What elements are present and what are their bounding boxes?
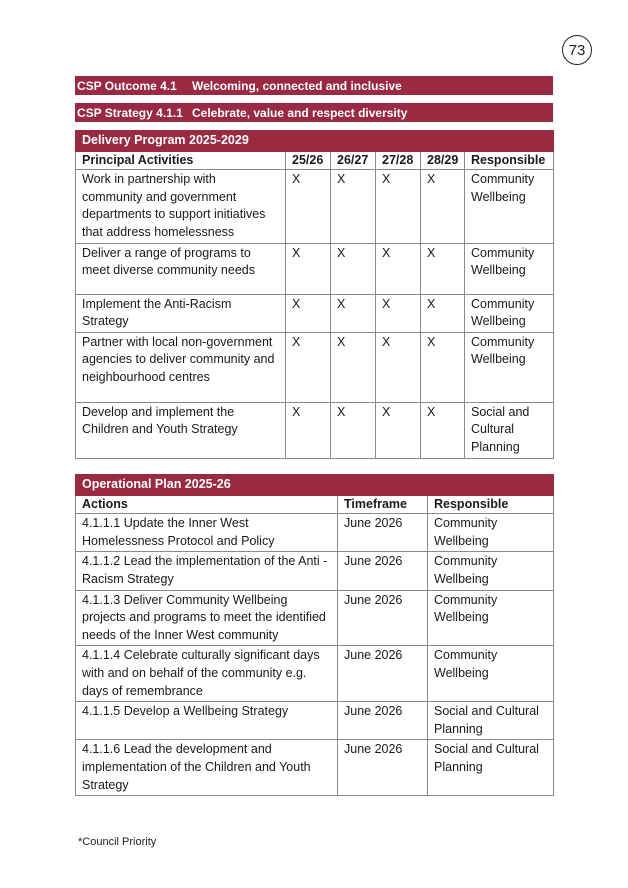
action-cell: 4.1.1.1 Update the Inner West Homelessness Protocol and Policy: [76, 514, 338, 552]
delivery-program-title: Delivery Program 2025-2029: [76, 131, 554, 152]
activity-cell: Work in partnership with community and government departments to support initiatives that address homelessness: [76, 170, 286, 243]
responsible-cell: Community Wellbeing: [428, 646, 554, 702]
operational-plan-title: Operational Plan 2025-26: [76, 475, 554, 496]
year-cell: X: [376, 402, 421, 458]
responsible-cell: Community Wellbeing: [465, 170, 554, 243]
year-cell: X: [421, 332, 465, 402]
action-cell: 4.1.1.5 Develop a Wellbeing Strategy: [76, 702, 338, 740]
column-header: Responsible: [428, 495, 554, 514]
year-cell: X: [376, 294, 421, 332]
responsible-cell: Community Wellbeing: [465, 294, 554, 332]
activity-cell: Deliver a range of programs to meet diverse community needs: [76, 243, 286, 294]
table-row: [76, 294, 554, 332]
year-cell: X: [331, 402, 376, 458]
table-row: [76, 514, 554, 552]
year-cell: X: [376, 170, 421, 243]
table-row: [76, 646, 554, 702]
activity-cell: Partner with local non-government agencies to deliver community and neighbourhood centres: [76, 332, 286, 402]
table-row: [76, 590, 554, 646]
responsible-cell: Social and Cultural Planning: [428, 702, 554, 740]
year-cell: X: [421, 170, 465, 243]
column-header: Responsible: [465, 151, 554, 170]
outcome-text: Welcoming, connected and inclusive: [192, 78, 402, 93]
responsible-cell: Community Wellbeing: [465, 243, 554, 294]
action-cell: 4.1.1.6 Lead the development and implementation of the Children and Youth Strategy: [76, 740, 338, 796]
strategy-label: CSP Strategy 4.1.1: [77, 105, 183, 120]
year-cell: X: [376, 243, 421, 294]
activity-cell: Implement the Anti-Racism Strategy: [76, 294, 286, 332]
strategy-text: Celebrate, value and respect diversity: [192, 105, 408, 120]
action-cell: 4.1.1.3 Deliver Community Wellbeing projects and programs to meet the identified needs of the Inner West community: [76, 590, 338, 646]
timeframe-cell: June 2026: [338, 740, 428, 796]
year-cell: X: [331, 243, 376, 294]
action-cell: 4.1.1.2 Lead the implementation of the Anti - Racism Strategy: [76, 552, 338, 590]
column-header: 27/28: [376, 151, 421, 170]
responsible-cell: Social and Cultural Planning: [465, 402, 554, 458]
table-row: [76, 740, 554, 796]
year-cell: X: [286, 170, 331, 243]
column-header: Timeframe: [338, 495, 428, 514]
year-cell: X: [376, 332, 421, 402]
year-cell: X: [421, 402, 465, 458]
table-row: [76, 402, 554, 458]
footnote: *Council Priority: [78, 836, 157, 848]
action-cell: 4.1.1.4 Celebrate culturally significant days with and on behalf of the community e.g. days of remembrance: [76, 646, 338, 702]
responsible-cell: Community Wellbeing: [428, 514, 554, 552]
responsible-cell: Community Wellbeing: [428, 590, 554, 646]
delivery-program-table: [75, 130, 554, 459]
year-cell: X: [286, 294, 331, 332]
timeframe-cell: June 2026: [338, 590, 428, 646]
responsible-cell: Social and Cultural Planning: [428, 740, 554, 796]
responsible-cell: Community Wellbeing: [428, 552, 554, 590]
column-header: Principal Activities: [76, 151, 286, 170]
table-row: [76, 332, 554, 402]
column-header: 25/26: [286, 151, 331, 170]
year-cell: X: [331, 170, 376, 243]
year-cell: X: [331, 294, 376, 332]
timeframe-cell: June 2026: [338, 514, 428, 552]
year-cell: X: [421, 243, 465, 294]
page-number: 73: [562, 35, 592, 65]
table-row: [76, 552, 554, 590]
activity-cell: Develop and implement the Children and Youth Strategy: [76, 402, 286, 458]
operational-plan-table: [75, 474, 554, 796]
csp-strategy-banner: [75, 103, 553, 122]
year-cell: X: [331, 332, 376, 402]
year-cell: X: [421, 294, 465, 332]
responsible-cell: Community Wellbeing: [465, 332, 554, 402]
year-cell: X: [286, 243, 331, 294]
year-cell: X: [286, 332, 331, 402]
timeframe-cell: June 2026: [338, 552, 428, 590]
table-row: [76, 170, 554, 243]
timeframe-cell: June 2026: [338, 646, 428, 702]
column-header: Actions: [76, 495, 338, 514]
column-header: 28/29: [421, 151, 465, 170]
column-header: 26/27: [331, 151, 376, 170]
csp-outcome-banner: [75, 76, 553, 95]
outcome-label: CSP Outcome 4.1: [77, 78, 177, 93]
year-cell: X: [286, 402, 331, 458]
timeframe-cell: June 2026: [338, 702, 428, 740]
table-row: [76, 243, 554, 294]
table-row: [76, 702, 554, 740]
